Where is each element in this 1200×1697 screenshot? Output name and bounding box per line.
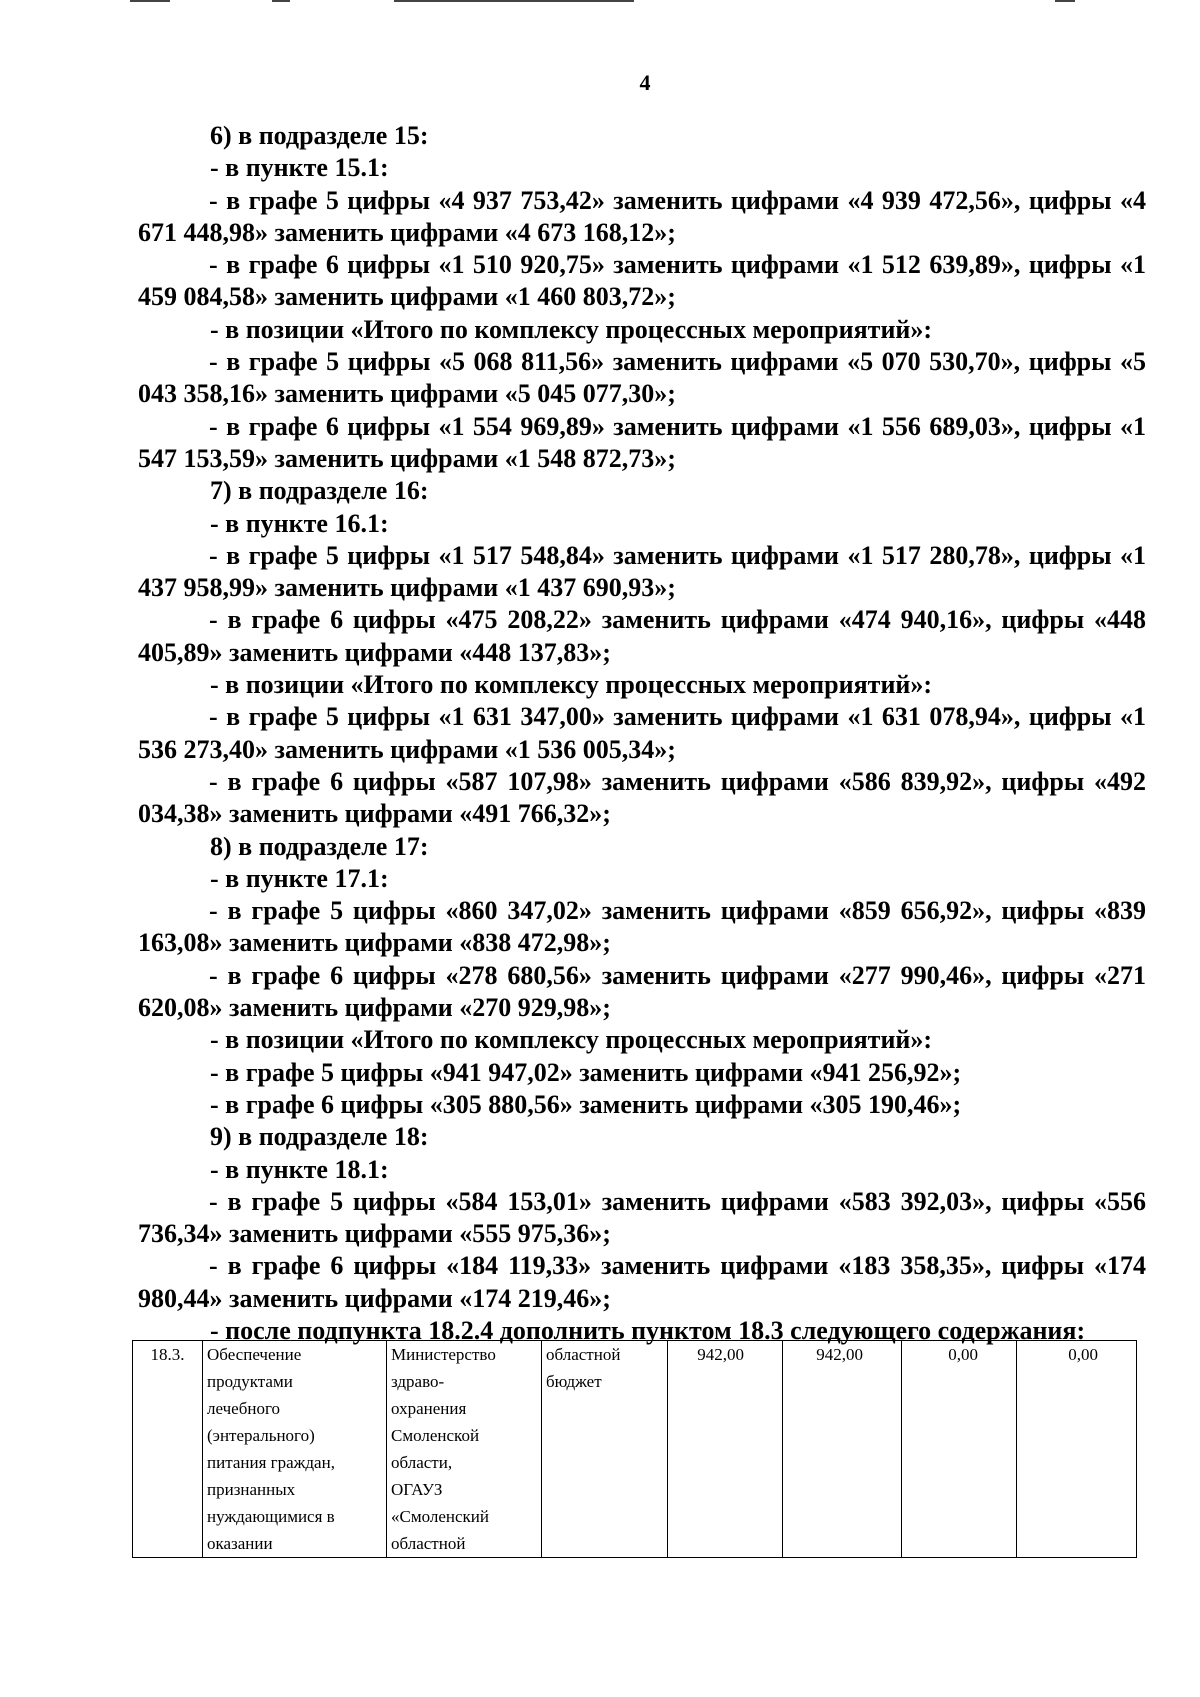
- table-row: [133, 1341, 1137, 1558]
- paragraph: - в графе 5 цифры «5 068 811,56» заменить цифрами «5 070 530,70», цифры «5 043 358,16» заменить цифрами «5 045 077,30»;: [138, 347, 1146, 409]
- paragraph: - в графе 6 цифры «587 107,98» заменить цифрами «586 839,92», цифры «492 034,38» заменить цифрами «491 766,32»;: [138, 766, 1146, 829]
- paragraph: 6) в подразделе 15:: [210, 121, 429, 150]
- paragraph: - в графе 5 цифры «4 937 753,42» заменить цифрами «4 939 472,56», цифры «4 671 448,98» заменить цифрами «4 673 168,12»;: [138, 185, 1146, 247]
- funding-source-cell: областной бюджет: [542, 1341, 668, 1558]
- top-scan-edge-line-2: [272, 0, 290, 2]
- paragraph: - в пункте 16.1:: [210, 508, 389, 538]
- paragraph: - в пункте 18.1:: [210, 1154, 389, 1184]
- document-body: [138, 120, 1146, 1347]
- row-number-cell: 18.3.: [133, 1341, 203, 1558]
- paragraph: - в графе 5 цифры «1 517 548,84» заменить цифрами «1 517 280,78», цифры «1 437 958,99» заменить цифрами «1 437 690,93»;: [138, 540, 1146, 603]
- top-scan-edge-line-4: [1055, 0, 1075, 2]
- paragraph: - в графе 6 цифры «475 208,22» заменить цифрами «474 940,16», цифры «448 405,89» заменить цифрами «448 137,83»;: [138, 605, 1146, 667]
- paragraph: - в графе 6 цифры «1 554 969,89» заменить цифрами «1 556 689,03», цифры «1 547 153,59» заменить цифрами «1 548 872,73»;: [138, 411, 1146, 473]
- paragraph: 7) в подразделе 16:: [210, 476, 429, 506]
- year-1-cell: 942,00: [783, 1341, 902, 1558]
- paragraph: - в позиции «Итого по комплексу процессных мероприятий»:: [210, 670, 933, 700]
- top-scan-edge-line-1: [130, 0, 170, 2]
- page-number: 4: [639, 70, 651, 95]
- paragraph: - в позиции «Итого по комплексу процессных мероприятий»:: [210, 1025, 933, 1055]
- executor-cell: Министерство здраво- охранения Смоленской области, ОГАУЗ «Смоленский областной: [387, 1341, 542, 1558]
- paragraph: 8) в подразделе 17:: [210, 831, 429, 861]
- paragraph: - в пункте 15.1:: [210, 153, 389, 183]
- paragraph: - в графе 6 цифры «1 510 920,75» заменить цифрами «1 512 639,89», цифры «1 459 084,58» заменить цифрами «1 460 803,72»;: [138, 250, 1146, 312]
- addition-table: [132, 1340, 1137, 1558]
- measure-name-cell: Обеспечение продуктами лечебного (энтерального) питания граждан, признанных нуждающимися в оказании: [203, 1341, 387, 1558]
- year-3-cell: 0,00: [1017, 1341, 1137, 1558]
- top-scan-edge-line-3: [394, 0, 634, 2]
- paragraph: - в графе 5 цифры «860 347,02» заменить цифрами «859 656,92», цифры «839 163,08» заменить цифрами «838 472,98»;: [138, 896, 1146, 958]
- paragraph: - в графе 5 цифры «941 947,02» заменить цифрами «941 256,92»;: [210, 1057, 962, 1087]
- paragraph: - в графе 5 цифры «584 153,01» заменить цифрами «583 392,03», цифры «556 736,34» заменить цифрами «555 975,36»;: [138, 1186, 1146, 1249]
- year-2-cell: 0,00: [902, 1341, 1017, 1558]
- paragraph: - в пункте 17.1:: [210, 863, 389, 893]
- paragraph: - после подпункта 18.2.4 дополнить пунктом 18.3 следующего содержания:: [210, 1315, 1086, 1345]
- paragraph: - в позиции «Итого по комплексу процессных мероприятий»:: [210, 314, 933, 344]
- paragraph: - в графе 6 цифры «184 119,33» заменить цифрами «183 358,35», цифры «174 980,44» заменить цифрами «174 219,46»;: [138, 1251, 1146, 1313]
- paragraph: - в графе 6 цифры «278 680,56» заменить цифрами «277 990,46», цифры «271 620,08» заменить цифрами «270 929,98»;: [138, 960, 1146, 1023]
- paragraph: 9) в подразделе 18:: [210, 1122, 429, 1152]
- paragraph: - в графе 6 цифры «305 880,56» заменить цифрами «305 190,46»;: [210, 1089, 962, 1119]
- paragraph: - в графе 5 цифры «1 631 347,00» заменить цифрами «1 631 078,94», цифры «1 536 273,40» заменить цифрами «1 536 005,34»;: [138, 702, 1146, 764]
- total-cell: 942,00: [668, 1341, 783, 1558]
